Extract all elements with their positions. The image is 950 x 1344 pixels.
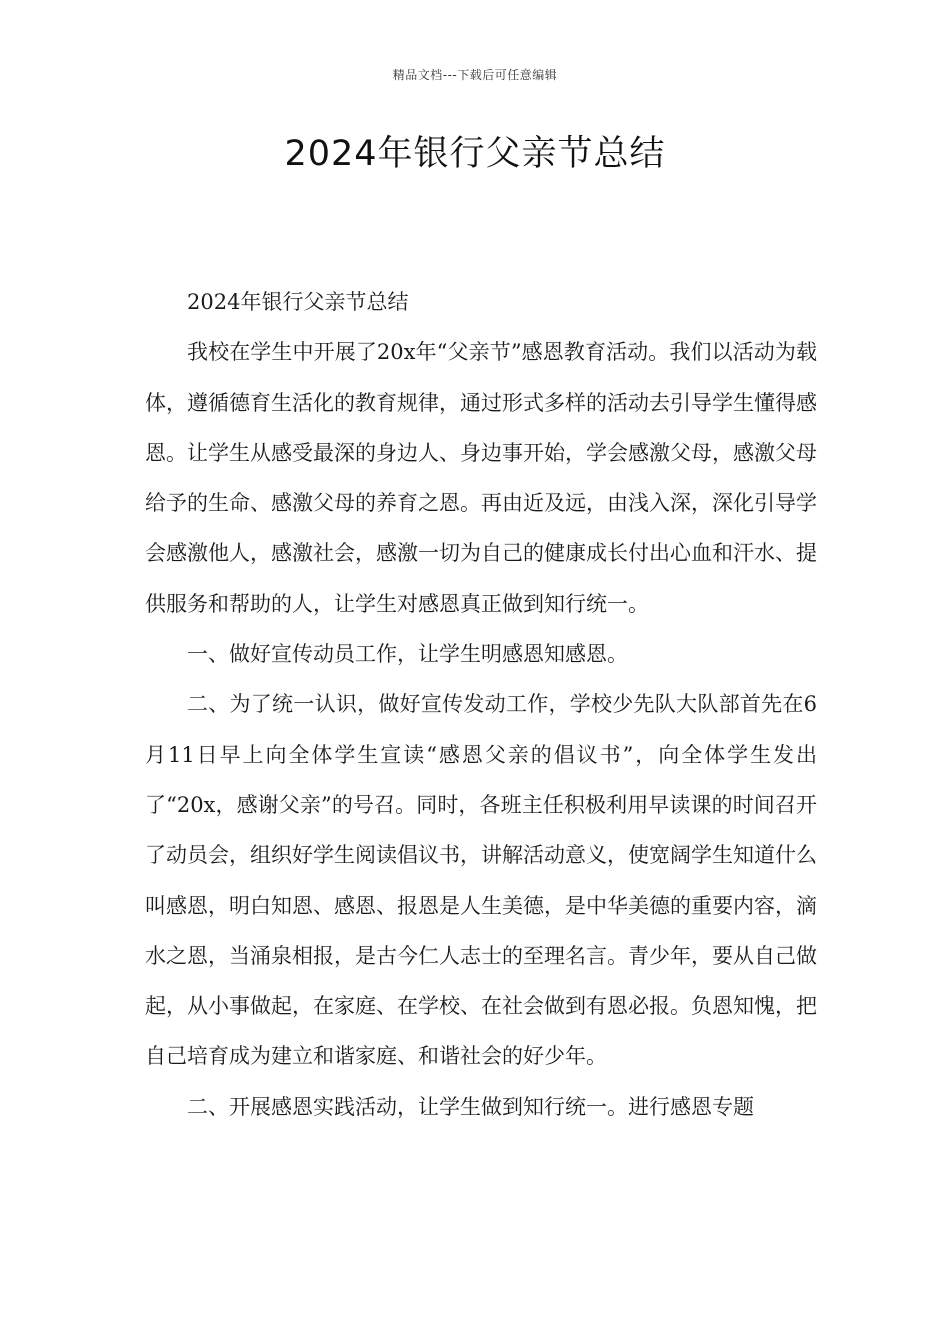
header-note: 精品文档---下载后可任意编辑 <box>392 68 558 82</box>
paragraph-section-2: 二、为了统一认识，做好宣传发动工作，学校少先队大队部首先在6月11日早上向全体学生宣读“感恩父亲的倡议书”，向全体学生发出了“20x，感谢父亲”的号召。同时，各班主任积极利用早读课的时间召开了动员会，组织好学生阅读倡议书，讲解活动意义，使宽阔学生知道什么叫感恩，明白知恩、感恩、报恩是人生美德，是中华美德的重要内容，滴水之恩，当涌泉相报，是古今仁人志士的至理名言。青少年，要从自己做起，从小事做起，在家庭、在学校、在社会做到有恩必报。负恩知愧，把自己培育成为建立和谐家庭、和谐社会的好少年。 <box>145 692 817 1069</box>
document-title: 2024年银行父亲节总结 <box>284 134 666 174</box>
document-body <box>145 277 817 1132</box>
paragraph-subtitle: 2024年银行父亲节总结 <box>187 290 409 314</box>
paragraph-intro: 我校在学生中开展了20x年“父亲节”感恩教育活动。我们以活动为载体，遵循德育生活化的教育规律，通过形式多样的活动去引导学生懂得感恩。让学生从感受最深的身边人、身边事开始，学会感激父母，感激父母给予的生命、感激父母的养育之恩。再由近及远，由浅入深，深化引导学会感激他人，感激社会，感激一切为自己的健康成长付出心血和汗水、提供服务和帮助的人，让学生对感恩真正做到知行统一。 <box>145 340 817 616</box>
paragraph-section-3: 二、开展感恩实践活动，让学生做到知行统一。进行感恩专题 <box>187 1094 754 1119</box>
paragraph-section-1: 一、做好宣传动员工作，让学生明感恩知感恩。 <box>187 642 628 667</box>
